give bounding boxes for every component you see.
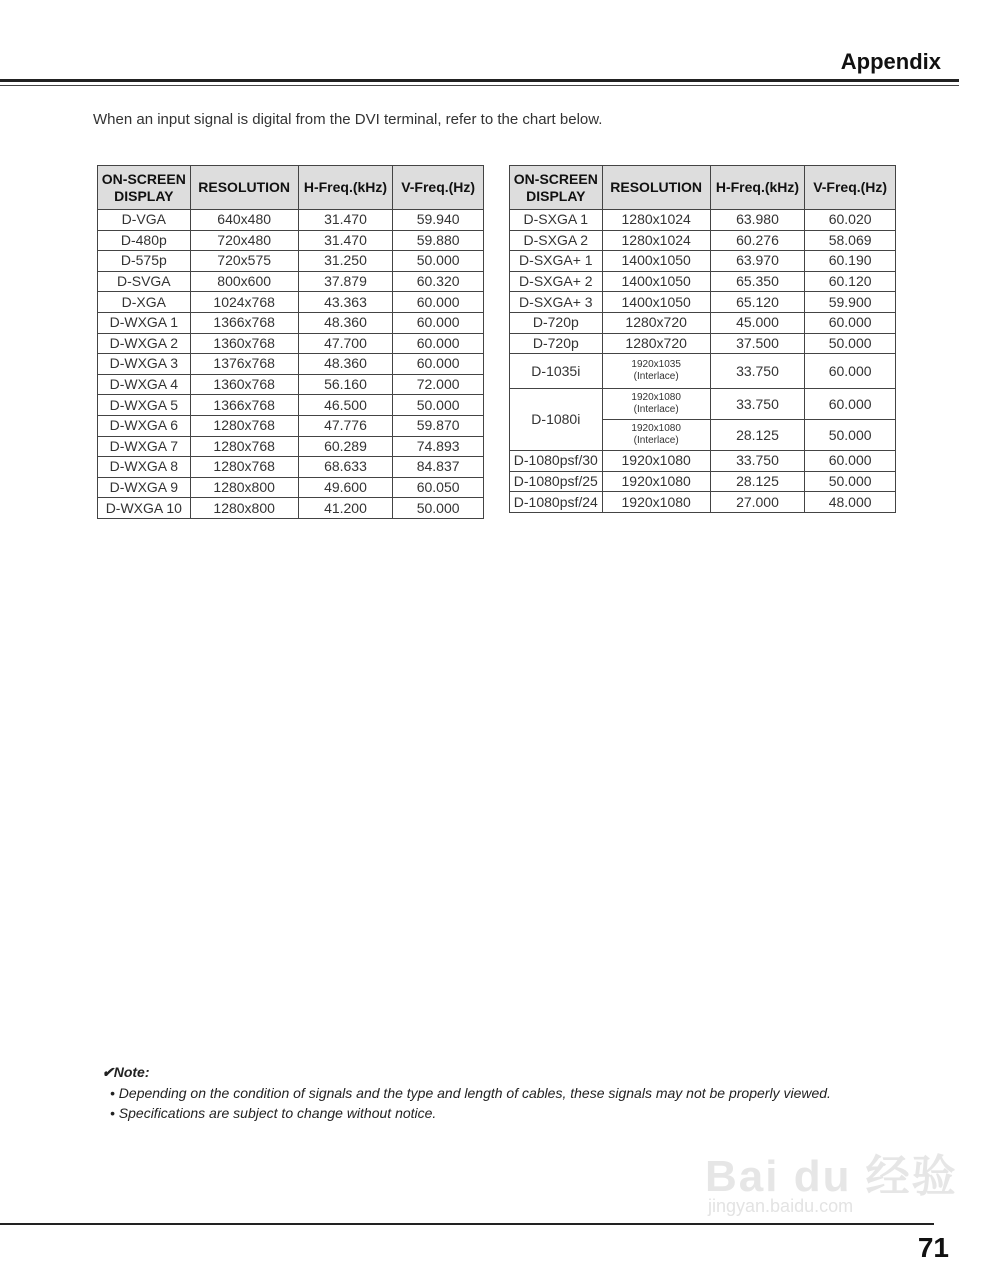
h-freq-cell: 60.289 — [298, 436, 393, 457]
table-row — [98, 230, 484, 251]
note-heading: ✔Note: — [102, 1064, 150, 1080]
table-row — [98, 374, 484, 395]
resolution-cell: 1280x800 — [190, 477, 298, 498]
column-header: RESOLUTION — [602, 166, 710, 210]
v-freq-cell: 48.000 — [805, 492, 896, 513]
h-freq-cell: 33.750 — [710, 354, 805, 389]
column-header: V-Freq.(Hz) — [805, 166, 896, 210]
display-name-cell: D-XGA — [98, 292, 191, 313]
display-name-cell: D-575p — [98, 251, 191, 272]
table-row — [510, 251, 896, 272]
column-header: H-Freq.(kHz) — [298, 166, 393, 210]
v-freq-cell: 60.000 — [805, 354, 896, 389]
page-title: Appendix — [840, 49, 941, 74]
resolution-cell: 1400x1050 — [602, 292, 710, 313]
h-freq-cell: 60.276 — [710, 230, 805, 251]
display-name-cell: D-WXGA 1 — [98, 312, 191, 333]
display-name-cell: D-SXGA+ 1 — [510, 251, 603, 272]
display-name-cell: D-SXGA+ 3 — [510, 292, 603, 313]
note-item: • Specifications are subject to change without notice. — [110, 1105, 437, 1121]
column-header: V-Freq.(Hz) — [393, 166, 484, 210]
table-row — [510, 292, 896, 313]
v-freq-cell: 50.000 — [393, 395, 484, 416]
resolution-cell: 800x600 — [190, 271, 298, 292]
h-freq-cell: 47.776 — [298, 415, 393, 436]
v-freq-cell: 60.000 — [393, 354, 484, 375]
h-freq-cell: 33.750 — [710, 451, 805, 472]
display-name-cell: D-1080i — [510, 389, 603, 451]
h-freq-cell: 31.470 — [298, 210, 393, 231]
display-name-cell: D-WXGA 4 — [98, 374, 191, 395]
v-freq-cell: 60.320 — [393, 271, 484, 292]
signal-table-right — [509, 165, 896, 513]
display-name-cell: D-WXGA 7 — [98, 436, 191, 457]
table-row — [98, 292, 484, 313]
h-freq-cell: 37.879 — [298, 271, 393, 292]
resolution-cell: 1920x1080 — [602, 451, 710, 472]
display-name-cell: D-SVGA — [98, 271, 191, 292]
resolution-cell: 1360x768 — [190, 333, 298, 354]
display-name-cell: D-480p — [98, 230, 191, 251]
h-freq-cell: 46.500 — [298, 395, 393, 416]
table-row — [98, 436, 484, 457]
h-freq-cell: 45.000 — [710, 312, 805, 333]
signal-table-left — [97, 165, 484, 519]
display-name-cell: D-1080psf/24 — [510, 492, 603, 513]
display-name-cell: D-VGA — [98, 210, 191, 231]
display-name-cell: D-WXGA 5 — [98, 395, 191, 416]
watermark-url: jingyan.baidu.com — [708, 1196, 854, 1216]
resolution-cell: 1400x1050 — [602, 251, 710, 272]
note-section — [102, 1064, 882, 1121]
h-freq-cell: 49.600 — [298, 477, 393, 498]
v-freq-cell: 58.069 — [805, 230, 896, 251]
h-freq-cell: 63.980 — [710, 210, 805, 231]
resolution-cell: 1280x720 — [602, 312, 710, 333]
resolution-cell: 1280x720 — [602, 333, 710, 354]
h-freq-cell: 28.125 — [710, 420, 805, 451]
v-freq-cell: 60.000 — [393, 333, 484, 354]
table-row — [98, 210, 484, 231]
display-name-cell: D-1080psf/25 — [510, 471, 603, 492]
resolution-cell: 720x575 — [190, 251, 298, 272]
h-freq-cell: 63.970 — [710, 251, 805, 272]
table-row — [98, 312, 484, 333]
display-name-cell: D-WXGA 9 — [98, 477, 191, 498]
table-row — [510, 271, 896, 292]
resolution-cell: 1024x768 — [190, 292, 298, 313]
column-header: ON-SCREEN DISPLAY — [98, 166, 191, 210]
h-freq-cell: 43.363 — [298, 292, 393, 313]
v-freq-cell: 60.000 — [393, 292, 484, 313]
h-freq-cell: 65.350 — [710, 271, 805, 292]
v-freq-cell: 59.870 — [393, 415, 484, 436]
h-freq-cell: 28.125 — [710, 471, 805, 492]
h-freq-cell: 48.360 — [298, 312, 393, 333]
h-freq-cell: 37.500 — [710, 333, 805, 354]
h-freq-cell: 31.470 — [298, 230, 393, 251]
table-row — [98, 477, 484, 498]
h-freq-cell: 41.200 — [298, 498, 393, 519]
v-freq-cell: 84.837 — [393, 457, 484, 478]
v-freq-cell: 60.000 — [805, 312, 896, 333]
header-rule-thin — [0, 85, 959, 86]
display-name-cell: D-SXGA+ 2 — [510, 271, 603, 292]
note-item: • Depending on the condition of signals and the type and length of cables, these signals may not be properly viewed. — [110, 1085, 831, 1101]
h-freq-cell: 65.120 — [710, 292, 805, 313]
display-name-cell: D-WXGA 8 — [98, 457, 191, 478]
v-freq-cell: 60.020 — [805, 210, 896, 231]
h-freq-cell: 31.250 — [298, 251, 393, 272]
table-row — [98, 498, 484, 519]
column-header: H-Freq.(kHz) — [710, 166, 805, 210]
table-row — [510, 333, 896, 354]
v-freq-cell: 60.000 — [805, 389, 896, 420]
display-name-cell: D-WXGA 2 — [98, 333, 191, 354]
table-row — [510, 230, 896, 251]
display-name-cell: D-WXGA 6 — [98, 415, 191, 436]
v-freq-cell: 60.000 — [805, 451, 896, 472]
table-row — [98, 251, 484, 272]
display-name-cell: D-1035i — [510, 354, 603, 389]
resolution-cell: 1280x768 — [190, 436, 298, 457]
watermark-logo: Bai du 经验 — [705, 1152, 958, 1201]
table-row — [510, 471, 896, 492]
resolution-cell: 720x480 — [190, 230, 298, 251]
v-freq-cell: 50.000 — [805, 471, 896, 492]
table-header-row — [510, 166, 896, 210]
h-freq-cell: 68.633 — [298, 457, 393, 478]
table-row — [98, 395, 484, 416]
v-freq-cell: 50.000 — [393, 498, 484, 519]
display-name-cell: D-720p — [510, 333, 603, 354]
resolution-cell: 1360x768 — [190, 374, 298, 395]
h-freq-cell: 48.360 — [298, 354, 393, 375]
display-name-cell: D-1080psf/30 — [510, 451, 603, 472]
display-name-cell: D-WXGA 3 — [98, 354, 191, 375]
resolution-cell: 1366x768 — [190, 312, 298, 333]
table-header-row — [98, 166, 484, 210]
table-row — [98, 415, 484, 436]
table-row — [510, 389, 896, 420]
v-freq-cell: 59.880 — [393, 230, 484, 251]
table-row — [510, 312, 896, 333]
column-header: RESOLUTION — [190, 166, 298, 210]
display-name-cell: D-WXGA 10 — [98, 498, 191, 519]
v-freq-cell: 60.000 — [393, 312, 484, 333]
resolution-cell: 1400x1050 — [602, 271, 710, 292]
table-row — [98, 333, 484, 354]
resolution-cell: 1280x768 — [190, 457, 298, 478]
h-freq-cell: 47.700 — [298, 333, 393, 354]
header-rule — [0, 79, 959, 82]
resolution-cell: 1920x1080 — [602, 471, 710, 492]
resolution-cell: 1280x768 — [190, 415, 298, 436]
table-row — [510, 451, 896, 472]
h-freq-cell: 33.750 — [710, 389, 805, 420]
resolution-cell: 1920x1080 (Interlace) — [602, 420, 710, 451]
v-freq-cell: 60.050 — [393, 477, 484, 498]
resolution-cell: 1920x1080 — [602, 492, 710, 513]
v-freq-cell: 50.000 — [805, 333, 896, 354]
v-freq-cell: 50.000 — [393, 251, 484, 272]
resolution-cell: 1920x1080 (Interlace) — [602, 389, 710, 420]
resolution-cell: 1366x768 — [190, 395, 298, 416]
v-freq-cell: 72.000 — [393, 374, 484, 395]
resolution-cell: 1376x768 — [190, 354, 298, 375]
table-row — [98, 457, 484, 478]
table-row — [98, 271, 484, 292]
resolution-cell: 640x480 — [190, 210, 298, 231]
table-row — [98, 354, 484, 375]
resolution-cell: 1280x800 — [190, 498, 298, 519]
display-name-cell: D-720p — [510, 312, 603, 333]
v-freq-cell: 50.000 — [805, 420, 896, 451]
display-name-cell: D-SXGA 2 — [510, 230, 603, 251]
page-number: 71 — [917, 1232, 949, 1263]
footer-rule — [0, 1223, 934, 1225]
resolution-cell: 1920x1035 (Interlace) — [602, 354, 710, 389]
table-row — [510, 492, 896, 513]
h-freq-cell: 56.160 — [298, 374, 393, 395]
table-row — [510, 210, 896, 231]
v-freq-cell: 60.190 — [805, 251, 896, 272]
table-row — [510, 354, 896, 389]
resolution-cell: 1280x1024 — [602, 210, 710, 231]
display-name-cell: D-SXGA 1 — [510, 210, 603, 231]
column-header: ON-SCREEN DISPLAY — [510, 166, 603, 210]
v-freq-cell: 60.120 — [805, 271, 896, 292]
v-freq-cell: 74.893 — [393, 436, 484, 457]
v-freq-cell: 59.940 — [393, 210, 484, 231]
intro-text: When an input signal is digital from the DVI terminal, refer to the chart below. — [93, 111, 603, 128]
v-freq-cell: 59.900 — [805, 292, 896, 313]
resolution-cell: 1280x1024 — [602, 230, 710, 251]
h-freq-cell: 27.000 — [710, 492, 805, 513]
